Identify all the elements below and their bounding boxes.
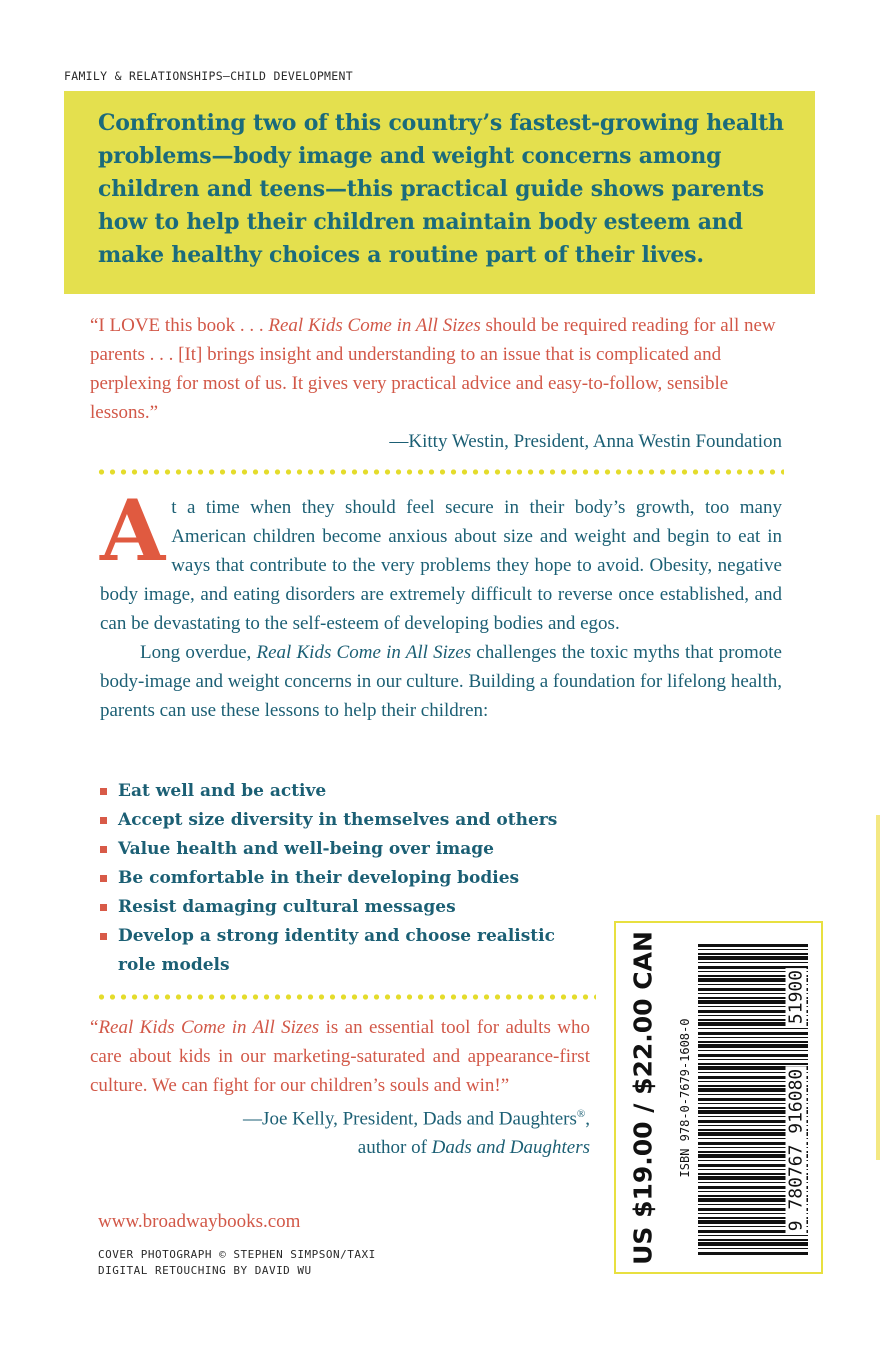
body-paragraph-2: Long overdue, Real Kids Come in All Sizes challenges the toxic myths that promote body-image and weight concerns in our culture. Building a foundation for lifelong health, parents can use these lessons to help their children: — [100, 642, 782, 721]
spine-edge — [876, 815, 880, 1160]
barcode-number-top: 51900 — [785, 969, 807, 1025]
price-label: US $19.00 / $22.00 CAN — [628, 931, 658, 1265]
square-bullet-icon — [100, 933, 107, 940]
book-title: Real Kids Come in All Sizes — [98, 1017, 320, 1038]
book-title: Real Kids Come in All Sizes — [268, 315, 481, 336]
quote-text: “Real Kids Come in All Sizes is an essential tool for adults who care about kids in our marketing-saturated and appearance-first culture. We can fight for our children’s souls and win!” — [90, 1017, 590, 1096]
lesson-list — [100, 777, 600, 980]
list-item: Be comfortable in their developing bodies — [100, 864, 600, 893]
barcode-number-bottom: 9 780767 916080 — [785, 1068, 807, 1232]
quote-attribution: —Joe Kelly, President, Dads and Daughters®, — [243, 1108, 590, 1130]
list-item: Resist damaging cultural messages — [100, 893, 600, 922]
headline-box — [64, 91, 815, 294]
credit-line: DIGITAL RETOUCHING BY DAVID WU — [98, 1264, 312, 1277]
dotted-divider — [96, 994, 596, 1000]
quote-attribution: —Kitty Westin, President, Anna Westin Foundation — [389, 431, 782, 452]
publisher-website: www.broadwaybooks.com — [98, 1211, 301, 1232]
testimonial-westin — [90, 311, 782, 456]
headline: Confronting two of this country’s fastest-growing health problems—body image and weight concerns among children and teens—this practical guide shows parents how to help their children maintain body esteem and make healthy choices a routine part of their lives. — [98, 110, 784, 268]
book-title: Real Kids Come in All Sizes — [256, 642, 472, 663]
list-item: Develop a strong identity and choose realistic role models — [100, 922, 588, 980]
isbn-label: ISBN 978-0-7679-1608-0 — [678, 1018, 692, 1178]
cover-credits — [98, 1247, 376, 1279]
list-item: Value health and well-being over image — [100, 835, 600, 864]
body-paragraph-1: At a time when they should feel secure in their body’s growth, too many American children become anxious about size and weight and begin to eat in ways that contribute to the very problems they hope to avoid. Obesity, negative body image, and eating disorders are extremely difficult to reverse once established, and can be devastating to the self-esteem of developing bodies and egos. — [100, 481, 782, 634]
list-item: Accept size diversity in themselves and others — [100, 806, 600, 835]
body-copy — [100, 481, 782, 725]
square-bullet-icon — [100, 904, 107, 911]
quote-text: “I LOVE this book . . . Real Kids Come in All Sizes should be required reading for all new parents . . . [It] brings insight and understanding to an issue that is complicated and perplexing for most of us. It gives very practical advice and easy-to-follow, sensible lessons.” — [90, 315, 776, 423]
credit-line: COVER PHOTOGRAPH © STEPHEN SIMPSON/TAXI — [98, 1248, 376, 1261]
category-label: FAMILY & RELATIONSHIPS—CHILD DEVELOPMENT — [64, 69, 353, 83]
square-bullet-icon — [100, 817, 107, 824]
dotted-divider — [96, 469, 784, 475]
list-item: Eat well and be active — [100, 777, 600, 806]
testimonial-kelly — [90, 1013, 590, 1162]
square-bullet-icon — [100, 846, 107, 853]
quote-attribution-author: author of Dads and Daughters — [357, 1137, 590, 1159]
square-bullet-icon — [100, 788, 107, 795]
drop-cap: A — [100, 481, 166, 580]
square-bullet-icon — [100, 875, 107, 882]
